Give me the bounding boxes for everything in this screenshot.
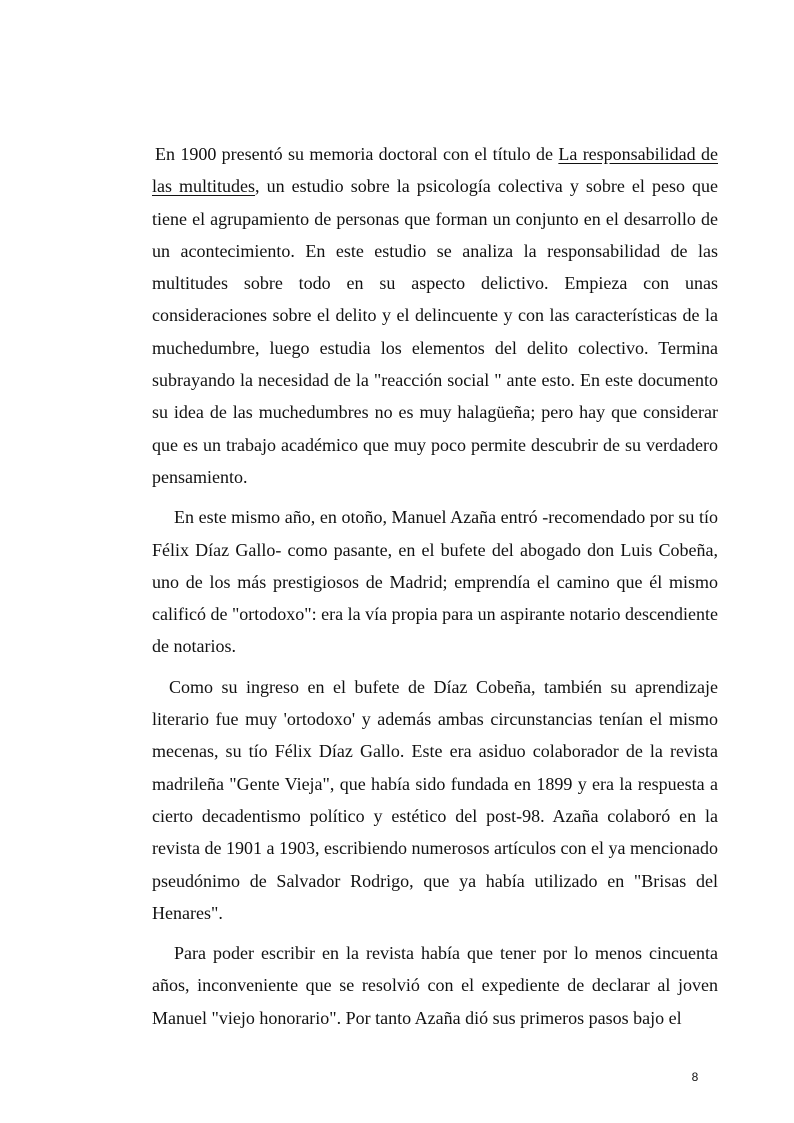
page-number: 8: [691, 1070, 699, 1084]
underlined-thesis-title: La responsabilidad de las multitudes: [152, 144, 718, 197]
paragraph-text: En 1900 presentó su memoria doctoral con el título de: [155, 144, 559, 164]
paragraph-doctoral-thesis: [152, 138, 718, 493]
paragraph-gente-vieja: Como su ingreso en el bufete de Díaz Cobeña, también su aprendizaje literario fue muy 'ortodoxo' y además ambas circunstancias tenían el mismo mecenas, su tío Félix Díaz Gallo. Este era asiduo colaborador de la revista madrileña "Gente Vieja", que había sido fundada en 1899 y era la respuesta a cierto decadentismo político y estético del post-98. Azaña colaboró en la revista de 1901 a 1903, escribiendo numerosos artículos con el ya mencionado pseudónimo de Salvador Rodrigo, que ya había utilizado en "Brisas del Henares".: [152, 676, 718, 923]
page-body: [152, 138, 718, 1034]
paragraph-text: , un estudio sobre la psicología colectiva y sobre el peso que tiene el agrupamiento de personas que forman un conjunto en el desarrollo de un acontecimiento. En este estudio se analiza la responsabilidad de las multitudes sobre todo en su aspecto delictivo. Empieza con unas consideraciones sobre el delito y el delincuente y con las características de la muchedumbre, luego estudia los elementos del delito colectivo. Termina subrayando la necesidad de la "reacción social " ante esto. En este documento su idea de las muchedumbres no es muy halagüeña; pero hay que considerar que es un trabajo académico que muy poco permite descubrir de su verdadero pensamiento.: [152, 176, 718, 487]
paragraph-honorary-old-man: Para poder escribir en la revista había que tener por lo menos cincuenta años, inconveniente que se resolvió con el expediente de declarar al joven Manuel "viejo honorario". Por tanto Azaña dió sus primeros pasos bajo el: [152, 943, 718, 1028]
paragraph-law-office: En este mismo año, en otoño, Manuel Azaña entró -recomendado por su tío Félix Díaz Gallo- como pasante, en el bufete del abogado don Luis Cobeña, uno de los más prestigiosos de Madrid; emprendía el camino que él mismo calificó de "ortodoxo": era la vía propia para un aspirante notario descendiente de notarios.: [152, 507, 718, 657]
